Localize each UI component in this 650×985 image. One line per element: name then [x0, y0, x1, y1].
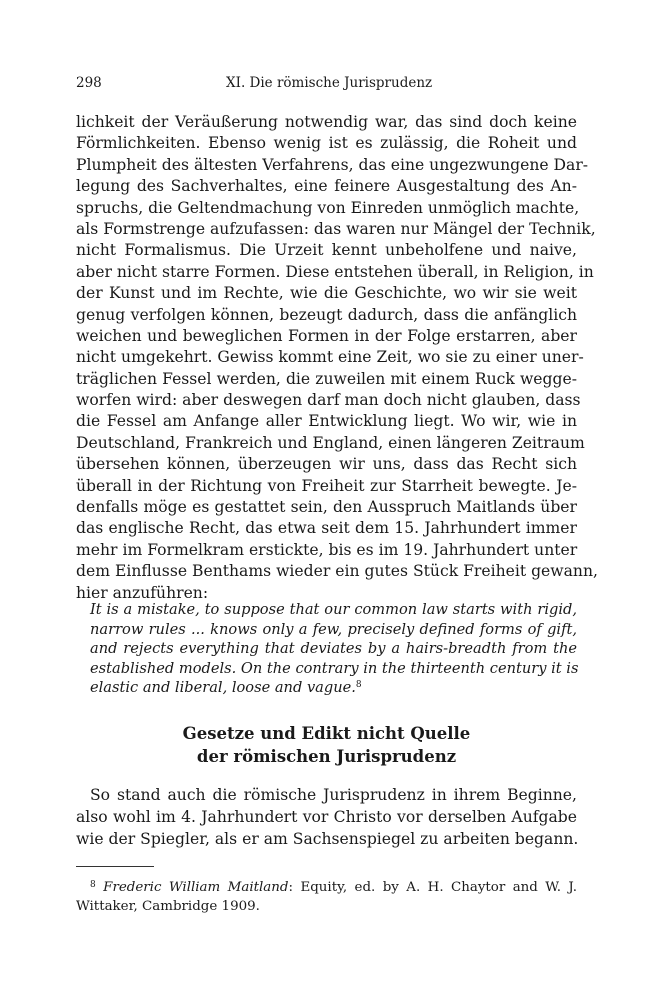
text-line: denfalls möge es gestattet sein, den Ausspruch Maitlands über [76, 498, 577, 517]
footnote [76, 878, 577, 916]
footnote-reference[interactable]: 8 [355, 680, 362, 690]
text-line: mehr im Formelkram erstickte, bis es im 19. Jahrhundert unter [76, 540, 578, 559]
text-line: spruchs, die Geltendmachung von Einreden unmöglich machte, [76, 198, 580, 217]
text-line: worfen wird: aber deswegen darf man doch nicht glauben, dass [76, 391, 581, 410]
text-line: genug verfolgen können, bezeugt dadurch, dass die anfänglich [76, 305, 577, 324]
page-number: 298 [76, 75, 102, 91]
text-line: der Kunst und im Rechte, wie die Geschichte, wo wir sie weit [76, 284, 577, 303]
text-line: also wohl im 4. Jahrhundert vor Christo vor derselben Aufgabe [76, 808, 577, 826]
chapter-title: XI. Die römische Jurisprudenz [226, 75, 433, 91]
text-line: das englische Recht, das etwa seit dem 15. Jahrhundert immer [76, 519, 577, 538]
text-line: überall in der Richtung von Freiheit zur Starrheit bewegte. Je- [76, 476, 577, 495]
text-line: So stand auch die römische Jurisprudenz in ihrem Beginne, [90, 786, 577, 804]
text-line: aber nicht starre Formen. Diese entstehen überall, in Religion, in [76, 262, 594, 281]
quote-text: elastic and liberal, loose and vague. [90, 679, 356, 696]
text-line: träglichen Fessel werden, die zuweilen mit einem Ruck wegge- [76, 369, 577, 388]
footnote-divider [76, 866, 154, 867]
footnote-author: Frederic William Maitland [103, 880, 289, 895]
paragraph-1 [76, 112, 598, 604]
quote-line: narrow rules ... knows only a few, precisely defined forms of gift, [90, 620, 577, 638]
running-head [76, 73, 577, 93]
quote-line: It is a mistake, to suppose that our common law starts with rigid, [90, 601, 577, 618]
text-line: nicht Formalismus. Die Urzeit kennt unbeholfene und naive, [76, 241, 577, 260]
section-heading-line-2: der römischen Jurisprudenz [196, 747, 457, 766]
footnote-line-2: Wittaker, Cambridge 1909. [76, 899, 260, 914]
quote-line: established models. On the contrary in the thirteenth century it is [90, 659, 579, 677]
quote-line: and rejects everything that deviates by a hairs-breadth from the [90, 640, 577, 657]
text-line: nicht umgekehrt. Gewiss kommt eine Zeit, wo sie zu einer uner- [76, 348, 584, 367]
book-page [76, 0, 598, 985]
text-line: wie der Spiegler, als er am Sachsenspiegel zu arbeiten begann. [76, 830, 579, 848]
block-quote [90, 600, 577, 698]
text-line: legung des Sachverhaltes, eine feinere Ausgestaltung des An- [76, 177, 577, 196]
text-line: Deutschland, Frankreich und England, einen längeren Zeitraum [76, 433, 585, 452]
text-line: Förmlichkeiten. Ebenso wenig ist es zulässig, die Roheit und [76, 134, 577, 153]
quote-line-last [90, 678, 577, 698]
section-heading [76, 722, 577, 768]
text-line: Plumpheit des ältesten Verfahrens, das eine ungezwungene Dar- [76, 155, 589, 174]
footnote-mark: 8 [90, 880, 96, 890]
section-heading-line-1: Gesetze und Edikt nicht Quelle [182, 724, 471, 743]
text-line: als Formstrenge aufzufassen: das waren nur Mängel der Technik, [76, 219, 596, 238]
paragraph-2 [76, 784, 577, 850]
text-line: hier anzuführen: [76, 583, 209, 602]
text-line: dem Einflusse Benthams wieder ein gutes Stück Freiheit gewann, [76, 562, 598, 581]
text-line: übersehen können, überzeugen wir uns, dass das Recht sich [76, 455, 577, 474]
footnote-citation: : Equity, ed. by A. H. Chaytor and W. J. [288, 880, 577, 895]
text-line: lichkeit der Veräußerung notwendig war, das sind doch keine [76, 113, 577, 131]
text-line: weichen und beweglichen Formen in der Folge erstarren, aber [76, 326, 577, 345]
text-line: die Fessel am Anfange aller Entwicklung liegt. Wo wir, wie in [76, 412, 577, 431]
footnote-line-1 [76, 878, 577, 897]
